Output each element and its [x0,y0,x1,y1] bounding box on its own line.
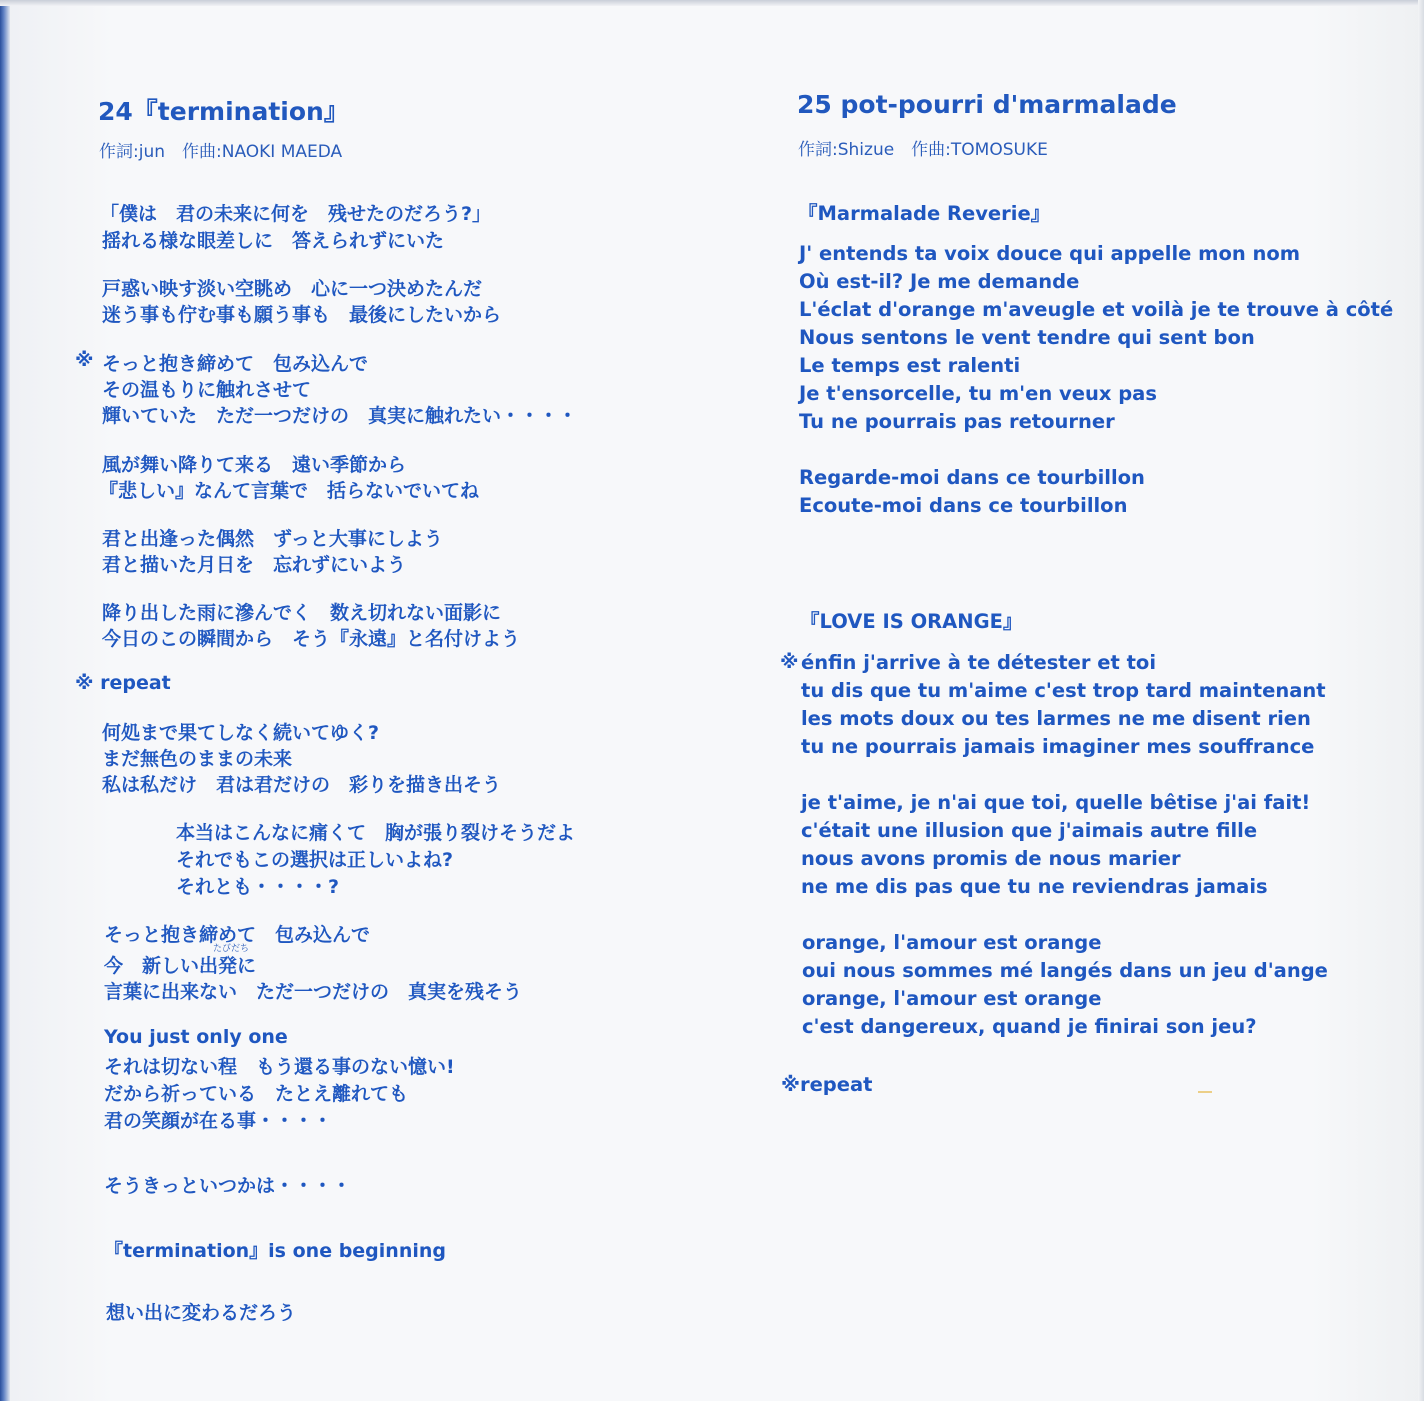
lyric-line: You just only one [104,1026,288,1048]
song-title: 25 pot-pourri d'marmalade [797,90,1177,119]
lyric-line: orange, l'amour est orange [802,931,1102,954]
repeat-marker: ※ repeat [75,672,171,694]
lyric-line: 迷う事も佇む事も願う事も 最後にしたいから [102,304,502,326]
lyric-line: tu ne pourrais jamais imaginer mes souffrance [801,735,1315,758]
lyric-line: 『termination』is one beginning [104,1240,446,1262]
lyric-line: 君と描いた月日を 忘れずにいよう [102,554,407,576]
chorus-mark: ※ [75,349,94,371]
paper-stain [1198,1091,1212,1093]
lyric-line: L'éclat d'orange m'aveugle et voilà je te trouve à côté [799,298,1394,321]
lyric-line: 君の笑顔が在る事・・・・ [104,1110,333,1132]
lyric-line: だから祈っている たとえ離れても [104,1083,409,1105]
lyric-line: 風が舞い降りて来る 遠い季節から [102,454,407,476]
lyric-line: tu dis que tu m'aime c'est trop tard maintenant [801,679,1326,702]
lyric-line: Regarde-moi dans ce tourbillon [799,466,1145,489]
lyric-line: Tu ne pourrais pas retourner [799,410,1115,433]
lyric-line: c'était une illusion que j'aimais autre fille [801,819,1258,842]
lyric-line: そっと抱き締めて 包み込んで [104,924,371,946]
lyric-line: 今 新しい出発に [104,955,257,977]
booklet-spine-edge [0,0,10,1401]
lyric-line: そうきっといつかは・・・・ [104,1175,352,1197]
lyric-line: 想い出に変わるだろう [106,1302,297,1324]
lyric-line: Je t'ensorcelle, tu m'en veux pas [799,382,1157,405]
lyric-line: 「僕は 君の未来に何を 残せたのだろう?」 [100,203,492,225]
lyric-line: c'est dangereux, quand je finirai son jeu? [802,1015,1257,1038]
lyric-line: まだ無色のままの未来 [102,748,293,770]
lyric-line: 私は私だけ 君は君だけの 彩りを描き出そう [102,774,502,796]
lyric-line: 君と出逢った偶然 ずっと大事にしよう [102,528,443,550]
lyric-line: 何処まで果てしなく続いてゆく? [102,722,380,744]
lyric-line: Ecoute-moi dans ce tourbillon [799,494,1128,517]
lyric-line: それでもこの選択は正しいよね? [176,849,454,871]
page-top-edge [0,0,1424,6]
lyric-line: oui nous sommes mé langés dans un jeu d'ange [802,959,1328,982]
lyric-line: ne me dis pas que tu ne reviendras jamais [801,875,1268,898]
lyric-line: Où est-il? Je me demande [799,270,1080,293]
song-credits: 作詞:Shizue 作曲:TOMOSUKE [798,140,1048,160]
repeat-marker: ※repeat [781,1073,873,1096]
lyric-line: 揺れる様な眼差しに 答えられずにいた [102,230,445,252]
lyric-line: nous avons promis de nous marier [801,847,1181,870]
lyric-line: énfin j'arrive à te détester et toi [801,651,1156,674]
lyric-line: 言葉に出来ない ただ一つだけの 真実を残そう [104,981,523,1003]
lyric-line: J' entends ta voix douce qui appelle mon nom [799,242,1301,265]
lyric-line: 本当はこんなに痛くて 胸が張り裂けそうだよ [176,822,576,844]
song-title: 24『termination』 [98,97,349,126]
lyric-line: 輝いていた ただ一つだけの 真実に触れたい・・・・ [102,405,578,427]
lyric-line: 降り出した雨に滲んでく 数え切れない面影に [102,602,502,624]
lyric-line: 『悲しい』なんて言葉で 括らないでいてね [99,480,480,502]
lyric-line: 今日のこの瞬間から そう『永遠』と名付けよう [102,628,521,650]
lyric-line: 戸惑い映す淡い空眺め 心に一つ決めたんだ [102,278,483,300]
song-credits: 作詞:jun 作曲:NAOKI MAEDA [99,142,343,162]
chorus-mark: ※ [780,651,799,673]
lyric-line: je t'aime, je n'ai que toi, quelle bêtise j'ai fait! [801,791,1311,814]
section-heading: 『LOVE IS ORANGE』 [800,610,1023,633]
page-right-edge [1418,0,1424,1401]
furigana: たびだち [213,944,250,954]
lyric-line: orange, l'amour est orange [802,987,1102,1010]
lyric-line: それとも・・・・? [176,876,340,898]
lyric-line: Le temps est ralenti [799,354,1021,377]
lyric-line: その温もりに触れさせて [102,379,312,401]
section-heading: 『Marmalade Reverie』 [798,202,1051,225]
lyric-line: les mots doux ou tes larmes ne me disent rien [801,707,1311,730]
lyric-line: Nous sentons le vent tendre qui sent bon [799,326,1255,349]
lyric-line: そっと抱き締めて 包み込んで [102,353,369,375]
lyric-line: それは切ない程 もう還る事のない憶い! [104,1056,455,1078]
